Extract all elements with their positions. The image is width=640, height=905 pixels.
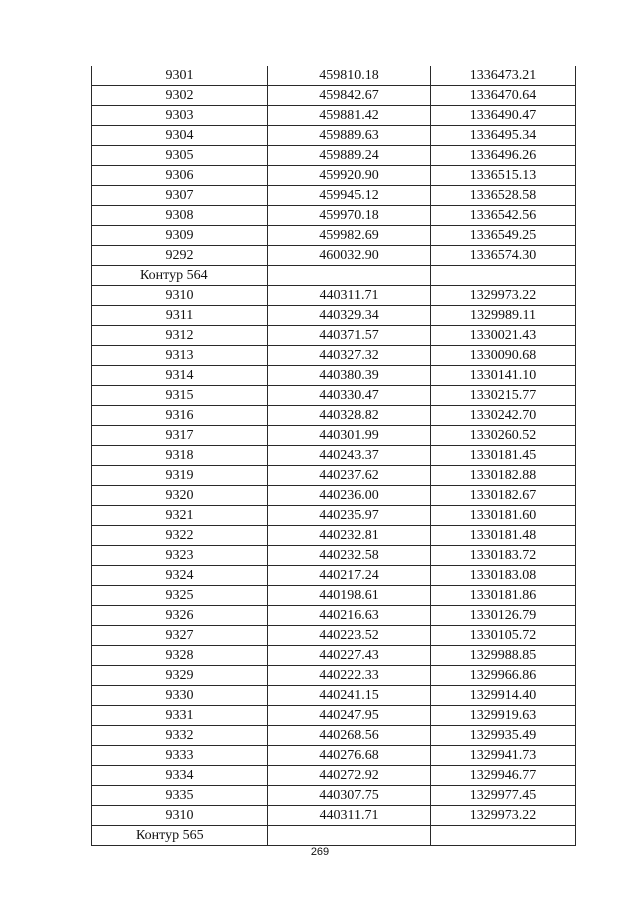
point-id-cell: 9333	[92, 746, 268, 766]
table-row	[92, 346, 576, 366]
table-row	[92, 326, 576, 346]
x-coordinate-cell: 440236.00	[268, 486, 431, 506]
x-coordinate-cell: 459945.12	[268, 186, 431, 206]
point-id-cell: 9321	[92, 506, 268, 526]
point-id-cell: 9323	[92, 546, 268, 566]
point-id-cell: 9301	[92, 66, 268, 86]
empty-cell	[268, 266, 431, 286]
y-coordinate-cell: 1330260.52	[431, 426, 576, 446]
empty-cell	[431, 826, 576, 846]
y-coordinate-cell: 1330141.10	[431, 366, 576, 386]
point-id-cell: 9313	[92, 346, 268, 366]
y-coordinate-cell: 1330021.43	[431, 326, 576, 346]
point-id-cell: 9303	[92, 106, 268, 126]
table-row	[92, 686, 576, 706]
point-id-cell: 9326	[92, 606, 268, 626]
y-coordinate-cell: 1336490.47	[431, 106, 576, 126]
x-coordinate-cell: 440235.97	[268, 506, 431, 526]
y-coordinate-cell: 1330126.79	[431, 606, 576, 626]
contour-header-row	[92, 266, 576, 286]
y-coordinate-cell: 1330090.68	[431, 346, 576, 366]
x-coordinate-cell: 440227.43	[268, 646, 431, 666]
x-coordinate-cell: 440198.61	[268, 586, 431, 606]
point-id-cell: 9325	[92, 586, 268, 606]
y-coordinate-cell: 1329919.63	[431, 706, 576, 726]
y-coordinate-cell: 1336515.13	[431, 166, 576, 186]
point-id-cell: 9310	[92, 286, 268, 306]
table-row	[92, 666, 576, 686]
x-coordinate-cell: 440311.71	[268, 286, 431, 306]
y-coordinate-cell: 1330181.60	[431, 506, 576, 526]
x-coordinate-cell: 440330.47	[268, 386, 431, 406]
x-coordinate-cell: 440223.52	[268, 626, 431, 646]
x-coordinate-cell: 440276.68	[268, 746, 431, 766]
x-coordinate-cell: 440307.75	[268, 786, 431, 806]
table-row	[92, 406, 576, 426]
x-coordinate-cell: 440329.34	[268, 306, 431, 326]
x-coordinate-cell: 440311.71	[268, 806, 431, 826]
point-id-cell: 9304	[92, 126, 268, 146]
y-coordinate-cell: 1329935.49	[431, 726, 576, 746]
table-row	[92, 166, 576, 186]
contour-label: Контур 565	[92, 826, 268, 846]
table-row	[92, 306, 576, 326]
point-id-cell: 9322	[92, 526, 268, 546]
y-coordinate-cell: 1336470.64	[431, 86, 576, 106]
table-row	[92, 786, 576, 806]
point-id-cell: 9310	[92, 806, 268, 826]
x-coordinate-cell: 440301.99	[268, 426, 431, 446]
page-number: 269	[310, 846, 330, 858]
table-row	[92, 766, 576, 786]
x-coordinate-cell: 459842.67	[268, 86, 431, 106]
y-coordinate-cell: 1329941.73	[431, 746, 576, 766]
y-coordinate-cell: 1329989.11	[431, 306, 576, 326]
table-row	[92, 126, 576, 146]
x-coordinate-cell: 440327.32	[268, 346, 431, 366]
table-row	[92, 746, 576, 766]
point-id-cell: 9324	[92, 566, 268, 586]
point-id-cell: 9318	[92, 446, 268, 466]
x-coordinate-cell: 440272.92	[268, 766, 431, 786]
empty-cell	[431, 266, 576, 286]
y-coordinate-cell: 1336496.26	[431, 146, 576, 166]
table-row	[92, 646, 576, 666]
table-row	[92, 106, 576, 126]
y-coordinate-cell: 1330215.77	[431, 386, 576, 406]
y-coordinate-cell: 1336574.30	[431, 246, 576, 266]
point-id-cell: 9332	[92, 726, 268, 746]
point-id-cell: 9317	[92, 426, 268, 446]
y-coordinate-cell: 1329946.77	[431, 766, 576, 786]
x-coordinate-cell: 459982.69	[268, 226, 431, 246]
point-id-cell: 9319	[92, 466, 268, 486]
point-id-cell: 9314	[92, 366, 268, 386]
table-row	[92, 806, 576, 826]
table-row	[92, 526, 576, 546]
point-id-cell: 9307	[92, 186, 268, 206]
point-id-cell: 9316	[92, 406, 268, 426]
y-coordinate-cell: 1330182.67	[431, 486, 576, 506]
y-coordinate-cell: 1336528.58	[431, 186, 576, 206]
point-id-cell: 9334	[92, 766, 268, 786]
table-row	[92, 606, 576, 626]
y-coordinate-cell: 1330183.72	[431, 546, 576, 566]
table-row	[92, 86, 576, 106]
table-row	[92, 486, 576, 506]
x-coordinate-cell: 440216.63	[268, 606, 431, 626]
table-row	[92, 586, 576, 606]
y-coordinate-cell: 1329973.22	[431, 806, 576, 826]
table-row	[92, 546, 576, 566]
x-coordinate-cell: 459810.18	[268, 66, 431, 86]
point-id-cell: 9312	[92, 326, 268, 346]
point-id-cell: 9309	[92, 226, 268, 246]
point-id-cell: 9328	[92, 646, 268, 666]
x-coordinate-cell: 440328.82	[268, 406, 431, 426]
table-row	[92, 626, 576, 646]
x-coordinate-cell: 440241.15	[268, 686, 431, 706]
y-coordinate-cell: 1329914.40	[431, 686, 576, 706]
y-coordinate-cell: 1336495.34	[431, 126, 576, 146]
table-row	[92, 506, 576, 526]
table-row	[92, 386, 576, 406]
table-row	[92, 146, 576, 166]
y-coordinate-cell: 1330105.72	[431, 626, 576, 646]
x-coordinate-cell: 459920.90	[268, 166, 431, 186]
y-coordinate-cell: 1336549.25	[431, 226, 576, 246]
point-id-cell: 9335	[92, 786, 268, 806]
point-id-cell: 9306	[92, 166, 268, 186]
x-coordinate-cell: 440247.95	[268, 706, 431, 726]
table-row	[92, 426, 576, 446]
x-coordinate-cell: 440268.56	[268, 726, 431, 746]
table-row	[92, 566, 576, 586]
table-row	[92, 226, 576, 246]
x-coordinate-cell: 459970.18	[268, 206, 431, 226]
y-coordinate-cell: 1336542.56	[431, 206, 576, 226]
x-coordinate-cell: 440217.24	[268, 566, 431, 586]
y-coordinate-cell: 1330181.45	[431, 446, 576, 466]
point-id-cell: 9331	[92, 706, 268, 726]
point-id-cell: 9292	[92, 246, 268, 266]
y-coordinate-cell: 1336473.21	[431, 66, 576, 86]
table-row	[92, 186, 576, 206]
x-coordinate-cell: 440232.58	[268, 546, 431, 566]
y-coordinate-cell: 1330183.08	[431, 566, 576, 586]
x-coordinate-cell: 440380.39	[268, 366, 431, 386]
point-id-cell: 9308	[92, 206, 268, 226]
table-row	[92, 466, 576, 486]
y-coordinate-cell: 1330181.86	[431, 586, 576, 606]
y-coordinate-cell: 1329988.85	[431, 646, 576, 666]
point-id-cell: 9320	[92, 486, 268, 506]
table-row	[92, 706, 576, 726]
point-id-cell: 9330	[92, 686, 268, 706]
y-coordinate-cell: 1330242.70	[431, 406, 576, 426]
point-id-cell: 9311	[92, 306, 268, 326]
point-id-cell: 9327	[92, 626, 268, 646]
x-coordinate-cell: 460032.90	[268, 246, 431, 266]
table-row	[92, 366, 576, 386]
point-id-cell: 9305	[92, 146, 268, 166]
point-id-cell: 9302	[92, 86, 268, 106]
x-coordinate-cell: 440222.33	[268, 666, 431, 686]
x-coordinate-cell: 440237.62	[268, 466, 431, 486]
table-row	[92, 66, 576, 86]
y-coordinate-cell: 1329977.45	[431, 786, 576, 806]
y-coordinate-cell: 1330182.88	[431, 466, 576, 486]
x-coordinate-cell: 459889.63	[268, 126, 431, 146]
point-id-cell: 9329	[92, 666, 268, 686]
point-id-cell: 9315	[92, 386, 268, 406]
x-coordinate-cell: 459889.24	[268, 146, 431, 166]
empty-cell	[268, 826, 431, 846]
table-row	[92, 286, 576, 306]
coordinates-table	[91, 66, 576, 846]
table-row	[92, 726, 576, 746]
table-row	[92, 246, 576, 266]
y-coordinate-cell: 1330181.48	[431, 526, 576, 546]
table-row	[92, 206, 576, 226]
contour-label: Контур 564	[92, 266, 268, 286]
y-coordinate-cell: 1329966.86	[431, 666, 576, 686]
x-coordinate-cell: 440243.37	[268, 446, 431, 466]
coordinates-table-body	[92, 66, 576, 846]
contour-header-row	[92, 826, 576, 846]
x-coordinate-cell: 440371.57	[268, 326, 431, 346]
table-row	[92, 446, 576, 466]
x-coordinate-cell: 440232.81	[268, 526, 431, 546]
x-coordinate-cell: 459881.42	[268, 106, 431, 126]
y-coordinate-cell: 1329973.22	[431, 286, 576, 306]
